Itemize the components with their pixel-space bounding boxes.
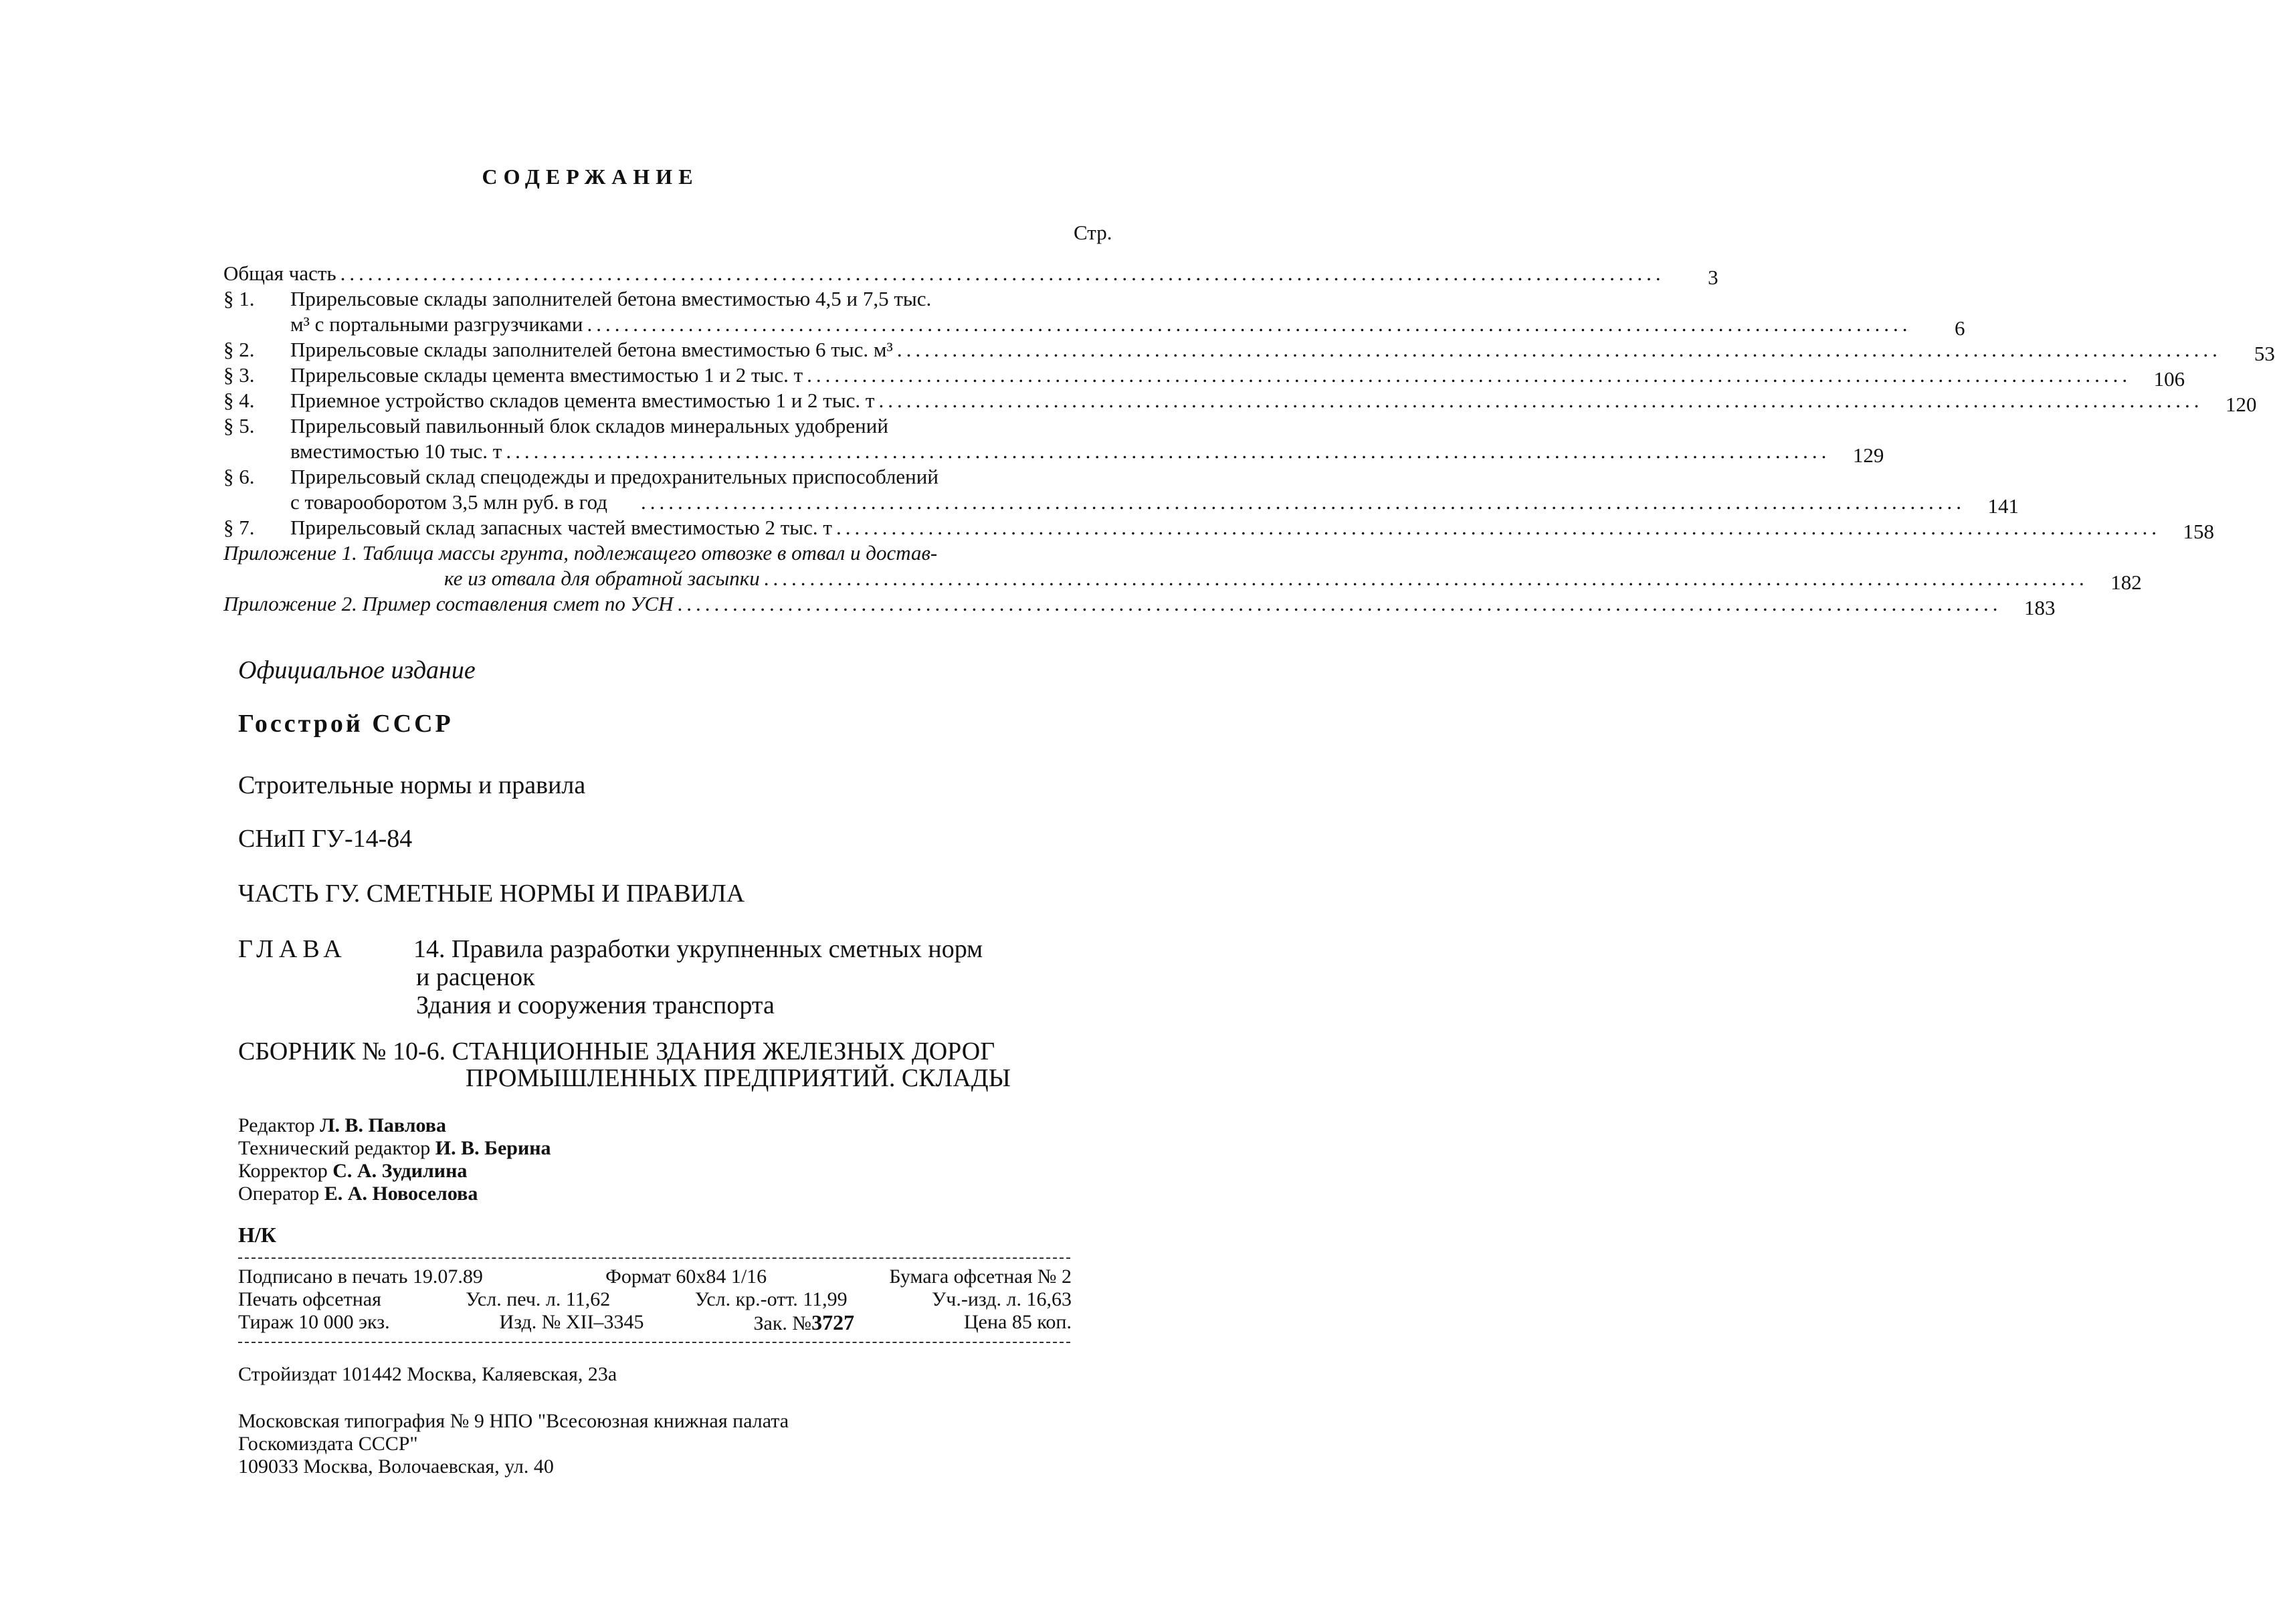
staff-role: Редактор (238, 1114, 315, 1136)
imprint-order-label: Зак. № (753, 1312, 812, 1334)
toc-entry-title-cont: вместимостью 10 тыс. т (290, 439, 502, 463)
staff-name: Е. А. Новоселова (324, 1183, 478, 1205)
organization-name: Госстрой СССР (238, 710, 454, 738)
toc-entry-number: § 3. (223, 363, 255, 387)
toc-entry (223, 464, 2019, 518)
chapter-block (238, 935, 983, 1019)
toc-entry-title: Прирельсовые склады заполнителей бетона вместимостью 6 тыс. м³ (290, 338, 893, 361)
toc-entry-title: Прирельсовый павильонный блок складов минеральных удобрений (290, 414, 888, 437)
toc-entry-page: 158 (2183, 520, 2214, 543)
printer-address: 109033 Москва, Волочаевская, ул. 40 (238, 1455, 554, 1478)
staff-line (238, 1114, 551, 1137)
printer-line: Госкомиздата СССР" (238, 1433, 418, 1455)
document-part: ЧАСТЬ ГУ. СМЕТНЫЕ НОРМЫ И ПРАВИЛА (238, 880, 745, 908)
staff-name: С. А. Зудилина (332, 1160, 468, 1182)
toc-appendix-title: Приложение 2. Пример составления смет по УСН (223, 592, 674, 615)
toc-entry-page: 3 (1708, 266, 1718, 289)
document-code: СНиП ГУ-14-84 (238, 825, 413, 853)
toc-entry (223, 413, 1884, 467)
toc-entry-page: 141 (1987, 494, 2019, 518)
chapter-title: Правила разработки укрупненных сметных норм (452, 935, 983, 963)
divider-top (238, 1257, 1070, 1259)
toc-entry-number: § 6. (223, 465, 255, 488)
imprint-price: Цена 85 коп. (964, 1311, 1072, 1333)
staff-credits (238, 1114, 551, 1205)
imprint-row (238, 1311, 1072, 1335)
collection-title-cont: ПРОМЫШЛЕННЫХ ПРЕДПРИЯТИЙ. СКЛАДЫ (466, 1064, 1011, 1092)
imprint-signed: Подписано в печать 19.07.89 (238, 1265, 483, 1288)
page-column-label: Стр. (1074, 221, 1112, 244)
imprint-format: Формат 60х84 1/16 (605, 1265, 767, 1288)
publisher-address: Стройиздат 101442 Москва, Каляевская, 23а (238, 1363, 617, 1385)
imprint-print-type: Печать офсетная (238, 1288, 381, 1310)
toc-entry (223, 286, 1965, 340)
imprint-row (238, 1288, 1072, 1311)
imprint-circulation: Тираж 10 000 экз. (238, 1311, 390, 1333)
toc-entry (223, 261, 1718, 289)
document-series-title: Строительные нормы и правила (238, 771, 586, 799)
imprint-paper: Бумага офсетная № 2 (889, 1265, 1072, 1288)
toc-entry-number: § 7. (223, 516, 255, 539)
chapter-title-cont: и расценок (416, 963, 535, 991)
toc-appendix-page: 182 (2110, 571, 2142, 594)
imprint-edition-number: Изд. № XII–3345 (499, 1311, 644, 1333)
printer-info (238, 1410, 789, 1478)
toc-entry-page: 106 (2153, 367, 2185, 391)
toc-entry (223, 388, 2257, 416)
table-of-contents (223, 261, 2275, 619)
toc-appendix (223, 591, 2056, 619)
toc-entry (223, 337, 2275, 365)
imprint-block (238, 1265, 1072, 1335)
staff-line (238, 1137, 551, 1160)
printer-line: Московская типография № 9 НПО "Всесоюзная книжная палата (238, 1410, 789, 1432)
chapter-number: 14. (413, 935, 446, 963)
chapter-subtitle: Здания и сооружения транспорта (416, 991, 775, 1019)
toc-appendix-title: Приложение 1. Таблица массы грунта, подлежащего отвозке в отвал и достав- (223, 541, 938, 565)
staff-role: Корректор (238, 1160, 328, 1182)
toc-entry-title: Приемное устройство складов цемента вместимостью 1 и 2 тыс. т (290, 389, 875, 412)
toc-entry-title: Прирельсовые склады цемента вместимостью 1 и 2 тыс. т (290, 363, 803, 387)
imprint-print-sheets: Усл. печ. л. 11,62 (466, 1288, 611, 1310)
toc-entry-page: 6 (1954, 316, 1965, 340)
toc-entry-title-cont: с товарооборотом 3,5 млн руб. в год (290, 490, 608, 514)
toc-appendix-page: 183 (2024, 596, 2056, 619)
toc-entry-number: § 1. (223, 287, 255, 310)
nk-mark: Н/К (238, 1223, 276, 1247)
imprint-order-number: 3727 (811, 1310, 855, 1334)
staff-line (238, 1183, 551, 1205)
toc-entry (223, 363, 2185, 391)
toc-appendix (223, 540, 2142, 594)
page-title: СОДЕРЖАНИЕ (482, 165, 699, 189)
toc-entry-title: Прирельсовые склады заполнителей бетона вместимостью 4,5 и 7,5 тыс. (290, 287, 932, 310)
staff-role: Технический редактор (238, 1137, 431, 1159)
staff-role: Оператор (238, 1183, 320, 1205)
toc-entry-number: § 5. (223, 414, 255, 437)
toc-entry-number: § 2. (223, 338, 255, 361)
imprint-order (754, 1311, 855, 1335)
toc-entry (223, 515, 2214, 543)
toc-entry-title: Прирельсовый склад спецодежды и предохранительных приспособлений (290, 465, 938, 488)
toc-entry-page: 53 (2254, 342, 2275, 365)
imprint-publisher-sheets: Уч.-изд. л. 16,63 (932, 1288, 1072, 1310)
toc-appendix-title-cont: ке из отвала для обратной засыпки (444, 567, 760, 590)
toc-entry-title: Общая часть (223, 262, 336, 285)
staff-name: Л. В. Павлова (320, 1114, 446, 1136)
toc-entry-number: § 4. (223, 389, 255, 412)
divider-bottom (238, 1342, 1070, 1343)
toc-entry-page: 129 (1852, 443, 1884, 467)
official-edition-label: Официальное издание (238, 656, 476, 684)
imprint-color-prints: Усл. кр.-отт. 11,99 (694, 1288, 848, 1310)
collection-title: СБОРНИК № 10-6. СТАНЦИОННЫЕ ЗДАНИЯ ЖЕЛЕЗНЫХ ДОРОГ (238, 1037, 995, 1065)
imprint-row (238, 1265, 1072, 1288)
collection-block (238, 1038, 1011, 1092)
toc-entry-title-cont: м³ с портальными разгрузчиками (290, 312, 583, 336)
staff-line (238, 1160, 551, 1183)
toc-entry-title: Прирельсовый склад запасных частей вместимостью 2 тыс. т (290, 516, 832, 539)
staff-name: И. В. Берина (435, 1137, 551, 1159)
toc-entry-page: 120 (2225, 393, 2257, 416)
chapter-label: ГЛАВА (238, 935, 347, 963)
